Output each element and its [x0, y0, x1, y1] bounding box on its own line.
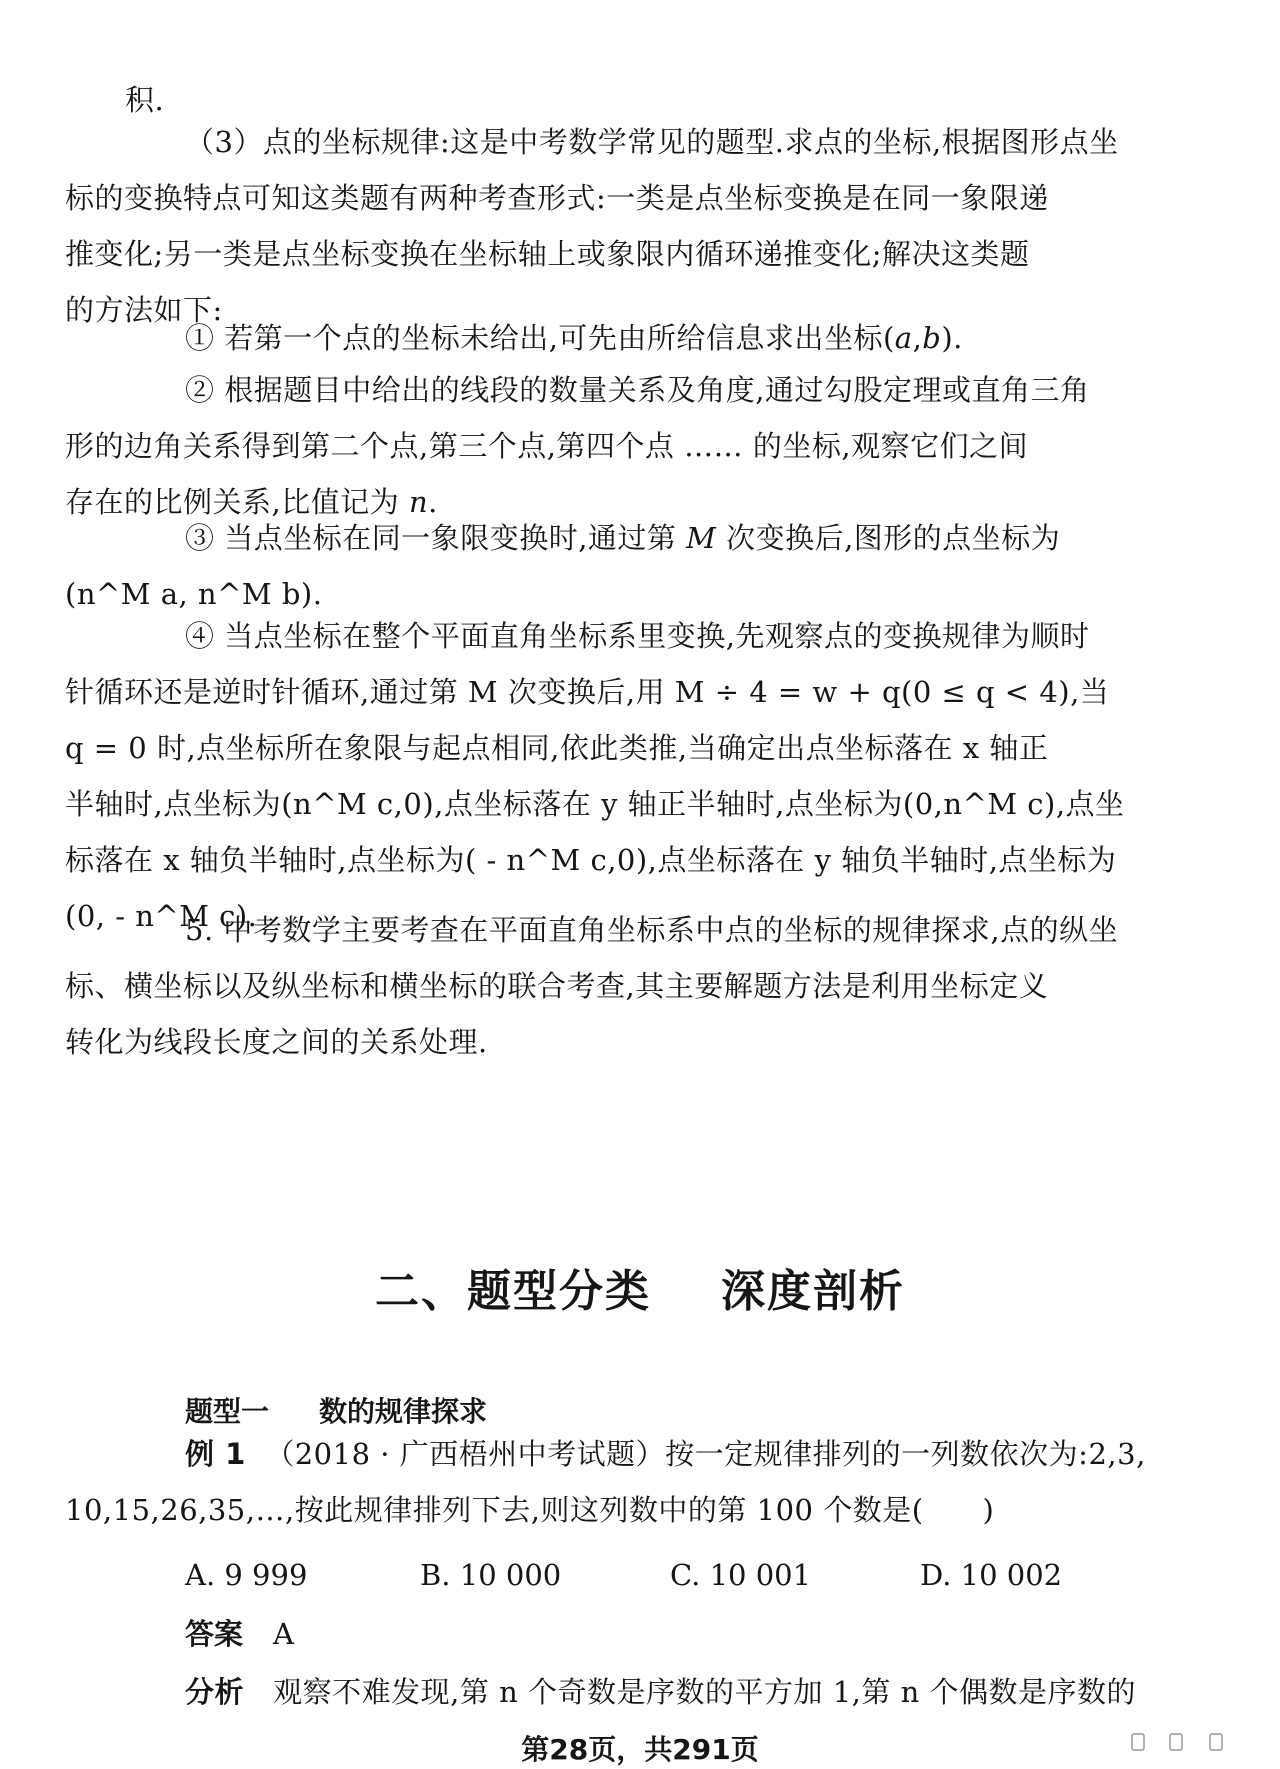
page-footer: 第28页，共291页 [521, 1733, 759, 1766]
paragraph-coordinate-pattern: （3）点的坐标规律:这是中考数学常见的题型.求点的坐标,根据图形点坐 标的变换特点可知这类题有两种考查形式:一类是点坐标变换是在同一象限递 推变化;另一类是点坐标变换在坐标轴上或象限内循环递推变化;解决这类题 的方法如下: [65, 125, 1119, 327]
section-title: 二、题型分类 深度剖析 [375, 1266, 905, 1317]
analysis-line: 分析 观察不难发现,第 n 个奇数是序数的平方加 1,第 n 个偶数是序数的 [185, 1675, 1137, 1709]
list-item-4: ④ 当点坐标在整个平面直角坐标系里变换,先观察点的变换规律为顺时 针循环还是逆时针循环,通过第 M 次变换后,用 M ÷ 4 = w + q(0 ≤ q < 4),当 q = 0 时,点坐标所在象限与起点相同,依此类推,当确定出点坐标落在 x 轴正 半轴时,点坐标为(n^M c,0),点坐标落在 y 轴正半轴时,点坐标为(0,n^M c),点坐 标落在 x 轴负半轴时,点坐标为( - n^M c,0),点坐标落在 y 轴负半轴时,点坐标为 (0, - n^M c). [65, 619, 1125, 933]
example-1: 例 1 （2018 · 广西梧州中考试题）按一定规律排列的一列数依次为:2,3, 10,15,26,35,…,按此规律排列下去,则这列数中的第 100 个数是( ) [65, 1437, 1146, 1527]
list-item-3: ③ 当点坐标在同一象限变换时,通过第 M 次变换后,图形的点坐标为 (n^M a, n^M b). [65, 521, 1061, 611]
paragraph-tail: 积. [125, 83, 165, 117]
list-item-2: ② 根据题目中给出的线段的数量关系及角度,通过勾股定理或直角三角 形的边角关系得到第二个点,第三个点,第四个点 …… 的坐标,观察它们之间 存在的比例关系,比值记为 n. [65, 373, 1090, 519]
option-a: A. 9 999 [185, 1558, 308, 1592]
scan-edge-mark [1130, 1730, 1250, 1754]
option-b: B. 10 000 [420, 1558, 562, 1592]
option-c: C. 10 001 [670, 1558, 812, 1592]
question-type-heading: 题型一 数的规律探求 [185, 1395, 488, 1428]
option-d: D. 10 002 [920, 1558, 1063, 1592]
list-item-1: ① 若第一个点的坐标未给出,可先由所给信息求出坐标(a,b). [185, 321, 963, 355]
paragraph-point-5: 5. 中考数学主要考查在平面直角坐标系中点的坐标的规律探求,点的纵坐 标、横坐标以及纵坐标和横坐标的联合考查,其主要解题方法是利用坐标定义 转化为线段长度之间的关系处理. [65, 913, 1119, 1059]
answer-line: 答案 A [185, 1617, 294, 1651]
